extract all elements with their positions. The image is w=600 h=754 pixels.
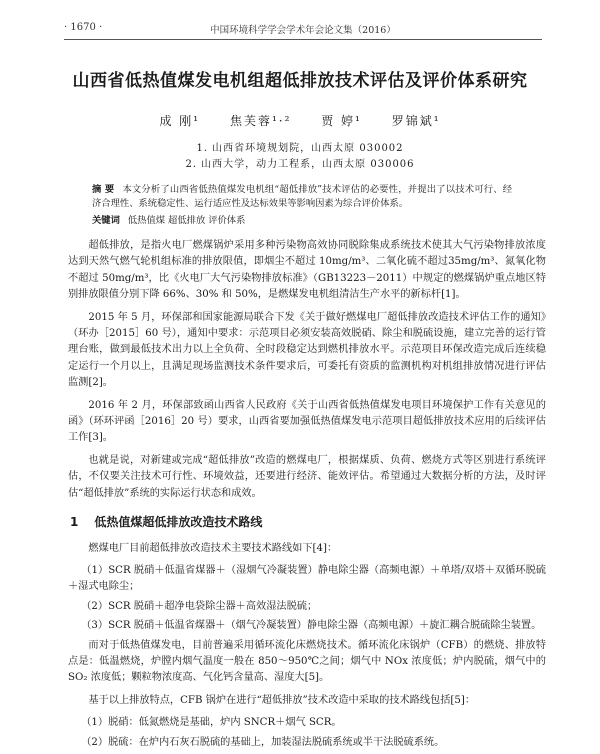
paragraph: 2016 年 2 月，环保部致函山西省人民政府《关于山西省低热值煤发电项目环境保护工作有关意见的函》（环环评函［2016］20 号）要求，山西省要加强低热值煤发电示范项目超低排放技术应用的后续评估工作[3]。 — [68, 399, 546, 444]
paragraph: 基于以上排放特点，CFB 锅炉在进行“超低排放”技术改造中采取的技术路线包括[5]： — [88, 694, 476, 706]
running-header — [64, 20, 542, 38]
paragraph: 也就是说，对新建或完成“超低排放”改造的燃煤电厂，根据煤质、负荷、燃烧方式等区别进行系统评估，不仅要关注技术可行性、环境效益，还要进行经济、能效评估。希望通过大数据分析的方法，及时评估“超低排放”系统的实际运行状态和成效。 — [68, 454, 546, 499]
paragraph: 燃煤电厂目前超低排放改造技术主要技术路线如下[4]： — [88, 542, 338, 554]
author: 贾 婷¹ — [321, 114, 362, 128]
list-item: （1）脱硝：低氮燃烧是基础，炉内 SNCR＋烟气 SCR。 — [81, 717, 342, 729]
author-list — [0, 112, 600, 129]
keywords-text: 低热值煤 超低排放 评价体系 — [127, 215, 246, 226]
section-number: 1 — [70, 515, 79, 530]
running-title: 中国环境科学学会学术年会论文集（2016） — [210, 25, 396, 36]
abstract-text: 本文分析了山西省低热值煤发电机组“超低排放”技术评估的必要性，并提出了以技术可行、经济合理性、系统稳定性、运行适应性及达标效果等影响因素为综合评价体系。 — [92, 184, 512, 209]
paper-title: 山西省低热值煤发电机组超低排放技术评估及评价体系研究 — [72, 71, 528, 91]
author: 焦芙蓉¹·² — [229, 114, 292, 128]
header-rule — [64, 39, 542, 40]
paragraph: 而对于低热值煤发电，目前普遍采用循环流化床燃烧技术。循环流化床锅炉（CFB）的燃烧、排放特点是：低温燃烧，炉膛内烟气温度一般在 850～950℃之间；烟气中 NOx 浓度低；炉内脱硫，烟气中的 SO₂ 浓度低；颗粒物浓度高、气化钙含量高、湿度大[5]。 — [68, 639, 546, 684]
list-item: （1）SCR 脱硝＋低温省煤器＋（湿烟气冷凝装置）静电除尘器（高频电源）＋单塔/双塔＋双循环脱硫＋湿式电除尘； — [68, 564, 546, 593]
section-heading — [70, 514, 546, 530]
page-number: · 1670 · — [64, 22, 103, 33]
affiliation: 2. 山西大学，动力工程系，山西太原 030006 — [185, 159, 415, 170]
abstract-label: 摘 要 — [92, 184, 115, 195]
affiliation: 1. 山西省环境规划院，山西太原 030002 — [196, 143, 404, 154]
list-item: （2）SCR 脱硝＋超净电袋除尘器＋高效湿法脱硫； — [81, 600, 318, 612]
author: 成 刚¹ — [159, 114, 201, 128]
list-item: （2）脱硫：在炉内石灰石脱硫的基础上，加装湿法脱硫系统或半干法脱硫系统。 — [81, 736, 445, 748]
keywords-label: 关键词 — [92, 215, 120, 226]
paragraph: 2015 年 5 月，环保部和国家能源局联合下发《关于做好燃煤电厂超低排放改造技术评估工作的通知》（环办［2015］60 号），通知中要求：示范项目必须安装高效脱硝、除尘和脱硫设施，建立完善的运行管理台账，做到最低技术出力以上全负荷、全时段稳定达到燃机排放水平。示范项目环保改造完成后连续稳定运行一个月以上，且满足现场监测技术条件要求后，可委托有资质的监测机构对机组排放情况进行评估监测[2]。 — [68, 311, 546, 389]
body-text — [68, 238, 546, 754]
section-title: 低热值煤超低排放改造技术路线 — [94, 515, 263, 530]
author: 罗锦斌¹ — [391, 114, 441, 128]
abstract — [92, 183, 512, 211]
keywords — [92, 212, 512, 226]
paragraph: 超低排放，是指火电厂燃煤锅炉采用多种污染物高效协同脱除集成系统技术使其大气污染物排放浓度达到天然气燃气轮机组标准的排放限值，即烟尘不超过 10mg/m³、二氧化硫不超过35mg/m³、氮氧化物不超过 50mg/m³，比《火电厂大气污染物排放标准》（GB13223－2011）中规定的燃煤锅炉重点地区特别排放限值分别下降 66%、30% 和 50%，是燃煤发电机组清洁生产水平的新标杆[1]。 — [68, 240, 546, 301]
list-item: （3）SCR 脱硝＋低温省煤器＋（烟气冷凝装置）静电除尘器（高频电源）＋旋汇耦合脱硫除尘装置。 — [81, 620, 542, 632]
